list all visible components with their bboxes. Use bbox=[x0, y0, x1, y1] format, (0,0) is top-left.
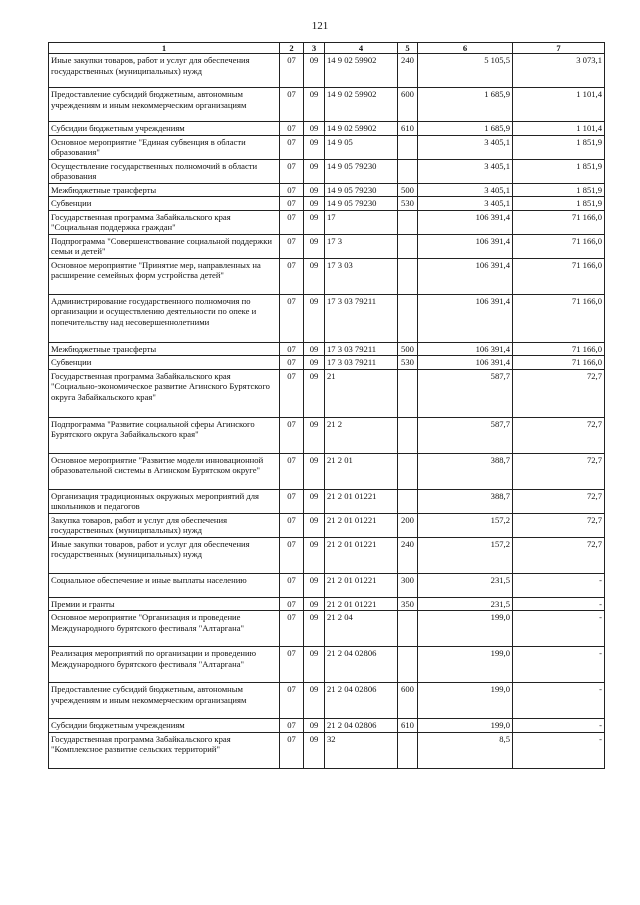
table-row bbox=[49, 489, 605, 513]
row-amount-2-cell: 71 166,0 bbox=[513, 258, 605, 294]
row-subsection-cell: 09 bbox=[304, 489, 325, 513]
row-expense-type-cell bbox=[398, 417, 418, 453]
row-expense-type-cell: 300 bbox=[398, 573, 418, 597]
row-name-cell: Государственная программа Забайкальского края "Комплексное развитие сельских территорий" bbox=[49, 732, 280, 768]
row-amount-2-cell: 1 851,9 bbox=[513, 183, 605, 196]
row-section-cell: 07 bbox=[280, 342, 304, 355]
row-amount-1-cell: 199,0 bbox=[418, 647, 513, 683]
table-row bbox=[49, 719, 605, 732]
row-section-cell: 07 bbox=[280, 489, 304, 513]
row-section-cell: 07 bbox=[280, 183, 304, 196]
header-col-7: 7 bbox=[513, 43, 605, 54]
row-name-cell: Предоставление субсидий бюджетным, автономным учреждениям и иным некоммерческим организациям bbox=[49, 88, 280, 122]
row-expense-type-cell bbox=[398, 135, 418, 159]
row-section-cell: 07 bbox=[280, 453, 304, 489]
row-name-cell: Реализация мероприятий по организации и проведению Международного бурятского фестиваля "Алтаргана" bbox=[49, 647, 280, 683]
row-target-code-cell: 17 3 03 bbox=[325, 258, 398, 294]
row-subsection-cell: 09 bbox=[304, 54, 325, 88]
row-section-cell: 07 bbox=[280, 210, 304, 234]
row-subsection-cell: 09 bbox=[304, 513, 325, 537]
row-expense-type-cell bbox=[398, 234, 418, 258]
row-amount-1-cell: 8,5 bbox=[418, 732, 513, 768]
row-section-cell: 07 bbox=[280, 356, 304, 369]
row-amount-2-cell: 1 851,9 bbox=[513, 135, 605, 159]
row-target-code-cell: 21 2 04 02806 bbox=[325, 683, 398, 719]
row-amount-2-cell: - bbox=[513, 683, 605, 719]
row-name-cell: Государственная программа Забайкальского края "Социальная поддержка граждан" bbox=[49, 210, 280, 234]
row-amount-2-cell: 72,7 bbox=[513, 489, 605, 513]
row-subsection-cell: 09 bbox=[304, 611, 325, 647]
row-amount-2-cell: - bbox=[513, 732, 605, 768]
row-subsection-cell: 09 bbox=[304, 573, 325, 597]
row-subsection-cell: 09 bbox=[304, 294, 325, 342]
table-row bbox=[49, 417, 605, 453]
row-expense-type-cell: 610 bbox=[398, 122, 418, 135]
table-row bbox=[49, 122, 605, 135]
table-row bbox=[49, 258, 605, 294]
row-subsection-cell: 09 bbox=[304, 210, 325, 234]
row-amount-2-cell: 71 166,0 bbox=[513, 356, 605, 369]
row-amount-2-cell: - bbox=[513, 719, 605, 732]
header-col-5: 5 bbox=[398, 43, 418, 54]
row-section-cell: 07 bbox=[280, 537, 304, 573]
row-section-cell: 07 bbox=[280, 197, 304, 210]
row-amount-2-cell: 1 851,9 bbox=[513, 159, 605, 183]
row-name-cell: Основное мероприятие "Развитие модели инновационной образовательной системы в Агинском Бурятском округе" bbox=[49, 453, 280, 489]
row-name-cell: Межбюджетные трансферты bbox=[49, 183, 280, 196]
table-row bbox=[49, 573, 605, 597]
table-row bbox=[49, 369, 605, 417]
row-amount-1-cell: 3 405,1 bbox=[418, 159, 513, 183]
row-amount-1-cell: 231,5 bbox=[418, 597, 513, 610]
row-name-cell: Субсидии бюджетным учреждениям bbox=[49, 122, 280, 135]
row-amount-1-cell: 3 405,1 bbox=[418, 135, 513, 159]
row-expense-type-cell: 600 bbox=[398, 683, 418, 719]
row-amount-2-cell: 72,7 bbox=[513, 453, 605, 489]
row-target-code-cell: 14 9 02 59902 bbox=[325, 54, 398, 88]
table-row bbox=[49, 88, 605, 122]
table-body bbox=[49, 54, 605, 768]
row-expense-type-cell bbox=[398, 489, 418, 513]
table-row bbox=[49, 513, 605, 537]
row-subsection-cell: 09 bbox=[304, 417, 325, 453]
row-subsection-cell: 09 bbox=[304, 732, 325, 768]
header-col-1: 1 bbox=[49, 43, 280, 54]
row-expense-type-cell bbox=[398, 294, 418, 342]
row-amount-2-cell: - bbox=[513, 647, 605, 683]
row-amount-1-cell: 1 685,9 bbox=[418, 88, 513, 122]
row-amount-2-cell: 72,7 bbox=[513, 513, 605, 537]
row-amount-1-cell: 3 405,1 bbox=[418, 183, 513, 196]
row-name-cell: Основное мероприятие "Организация и проведение Международного бурятского фестиваля "Алтаргана" bbox=[49, 611, 280, 647]
row-subsection-cell: 09 bbox=[304, 342, 325, 355]
row-target-code-cell: 21 2 04 02806 bbox=[325, 719, 398, 732]
row-amount-1-cell: 199,0 bbox=[418, 683, 513, 719]
row-amount-1-cell: 3 405,1 bbox=[418, 197, 513, 210]
row-amount-2-cell: 1 101,4 bbox=[513, 122, 605, 135]
row-name-cell: Осуществление государственных полномочий в области образования bbox=[49, 159, 280, 183]
row-section-cell: 07 bbox=[280, 719, 304, 732]
row-target-code-cell: 17 3 bbox=[325, 234, 398, 258]
row-target-code-cell: 14 9 05 bbox=[325, 135, 398, 159]
header-col-2: 2 bbox=[280, 43, 304, 54]
row-name-cell: Премии и гранты bbox=[49, 597, 280, 610]
row-target-code-cell: 21 2 01 01221 bbox=[325, 513, 398, 537]
row-target-code-cell: 17 3 03 79211 bbox=[325, 356, 398, 369]
row-section-cell: 07 bbox=[280, 732, 304, 768]
row-name-cell: Администрирование государственного полномочия по организации и осуществлению деятельности по опеке и попечительству над несовершеннолетними bbox=[49, 294, 280, 342]
row-amount-2-cell: 72,7 bbox=[513, 537, 605, 573]
row-amount-1-cell: 1 685,9 bbox=[418, 122, 513, 135]
row-expense-type-cell: 610 bbox=[398, 719, 418, 732]
row-section-cell: 07 bbox=[280, 294, 304, 342]
row-name-cell: Организация традиционных окружных мероприятий для школьников и педагогов bbox=[49, 489, 280, 513]
row-name-cell: Государственная программа Забайкальского края "Социально-экономическое развитие Агинского Бурятского округа Забайкальского края" bbox=[49, 369, 280, 417]
row-section-cell: 07 bbox=[280, 611, 304, 647]
row-amount-2-cell: 72,7 bbox=[513, 417, 605, 453]
row-amount-2-cell: 1 851,9 bbox=[513, 197, 605, 210]
row-amount-2-cell: 72,7 bbox=[513, 369, 605, 417]
row-expense-type-cell bbox=[398, 611, 418, 647]
row-expense-type-cell bbox=[398, 732, 418, 768]
table-row bbox=[49, 197, 605, 210]
row-section-cell: 07 bbox=[280, 88, 304, 122]
table-header-row bbox=[49, 43, 605, 54]
row-subsection-cell: 09 bbox=[304, 683, 325, 719]
row-expense-type-cell bbox=[398, 453, 418, 489]
row-amount-1-cell: 106 391,4 bbox=[418, 210, 513, 234]
row-amount-1-cell: 199,0 bbox=[418, 719, 513, 732]
row-expense-type-cell bbox=[398, 647, 418, 683]
row-section-cell: 07 bbox=[280, 573, 304, 597]
row-name-cell: Закупка товаров, работ и услуг для обеспечения государственных (муниципальных) нужд bbox=[49, 513, 280, 537]
header-col-4: 4 bbox=[325, 43, 398, 54]
row-target-code-cell: 21 bbox=[325, 369, 398, 417]
row-subsection-cell: 09 bbox=[304, 258, 325, 294]
row-target-code-cell: 14 9 02 59902 bbox=[325, 122, 398, 135]
row-subsection-cell: 09 bbox=[304, 453, 325, 489]
row-section-cell: 07 bbox=[280, 513, 304, 537]
header-col-6: 6 bbox=[418, 43, 513, 54]
row-expense-type-cell bbox=[398, 210, 418, 234]
row-amount-2-cell: 1 101,4 bbox=[513, 88, 605, 122]
row-name-cell: Межбюджетные трансферты bbox=[49, 342, 280, 355]
row-section-cell: 07 bbox=[280, 647, 304, 683]
row-subsection-cell: 09 bbox=[304, 159, 325, 183]
row-amount-2-cell: 71 166,0 bbox=[513, 294, 605, 342]
row-amount-2-cell: 71 166,0 bbox=[513, 234, 605, 258]
row-target-code-cell: 21 2 01 01221 bbox=[325, 573, 398, 597]
row-amount-2-cell: 3 073,1 bbox=[513, 54, 605, 88]
row-expense-type-cell: 240 bbox=[398, 54, 418, 88]
row-subsection-cell: 09 bbox=[304, 369, 325, 417]
row-amount-1-cell: 5 105,5 bbox=[418, 54, 513, 88]
row-amount-1-cell: 106 391,4 bbox=[418, 342, 513, 355]
row-expense-type-cell: 240 bbox=[398, 537, 418, 573]
row-name-cell: Иные закупки товаров, работ и услуг для обеспечения государственных (муниципальных) нужд bbox=[49, 54, 280, 88]
row-section-cell: 07 bbox=[280, 135, 304, 159]
budget-table bbox=[48, 42, 605, 769]
row-name-cell: Субсидии бюджетным учреждениям bbox=[49, 719, 280, 732]
row-target-code-cell: 14 9 05 79230 bbox=[325, 159, 398, 183]
row-name-cell: Подпрограмма "Совершенствование социальной поддержки семьи и детей" bbox=[49, 234, 280, 258]
table-row bbox=[49, 647, 605, 683]
table-row bbox=[49, 597, 605, 610]
row-section-cell: 07 bbox=[280, 417, 304, 453]
row-subsection-cell: 09 bbox=[304, 597, 325, 610]
table-row bbox=[49, 183, 605, 196]
row-name-cell: Социальное обеспечение и иные выплаты населению bbox=[49, 573, 280, 597]
row-target-code-cell: 21 2 01 01221 bbox=[325, 537, 398, 573]
row-subsection-cell: 09 bbox=[304, 234, 325, 258]
table-row bbox=[49, 537, 605, 573]
row-section-cell: 07 bbox=[280, 258, 304, 294]
row-amount-1-cell: 106 391,4 bbox=[418, 294, 513, 342]
row-subsection-cell: 09 bbox=[304, 122, 325, 135]
row-subsection-cell: 09 bbox=[304, 197, 325, 210]
table-row bbox=[49, 683, 605, 719]
row-expense-type-cell bbox=[398, 159, 418, 183]
row-expense-type-cell bbox=[398, 369, 418, 417]
row-amount-1-cell: 157,2 bbox=[418, 537, 513, 573]
row-amount-1-cell: 106 391,4 bbox=[418, 234, 513, 258]
row-target-code-cell: 14 9 05 79230 bbox=[325, 183, 398, 196]
row-amount-2-cell: 71 166,0 bbox=[513, 342, 605, 355]
row-expense-type-cell: 200 bbox=[398, 513, 418, 537]
row-target-code-cell: 21 2 04 02806 bbox=[325, 647, 398, 683]
row-name-cell: Иные закупки товаров, работ и услуг для обеспечения государственных (муниципальных) нужд bbox=[49, 537, 280, 573]
row-name-cell: Субвенции bbox=[49, 356, 280, 369]
row-section-cell: 07 bbox=[280, 597, 304, 610]
row-expense-type-cell: 350 bbox=[398, 597, 418, 610]
table-row bbox=[49, 135, 605, 159]
row-section-cell: 07 bbox=[280, 159, 304, 183]
row-target-code-cell: 21 2 bbox=[325, 417, 398, 453]
table-row bbox=[49, 356, 605, 369]
row-expense-type-cell: 600 bbox=[398, 88, 418, 122]
row-amount-1-cell: 231,5 bbox=[418, 573, 513, 597]
row-expense-type-cell: 530 bbox=[398, 197, 418, 210]
row-subsection-cell: 09 bbox=[304, 647, 325, 683]
row-target-code-cell: 17 bbox=[325, 210, 398, 234]
table-row bbox=[49, 294, 605, 342]
row-subsection-cell: 09 bbox=[304, 719, 325, 732]
row-target-code-cell: 14 9 05 79230 bbox=[325, 197, 398, 210]
row-section-cell: 07 bbox=[280, 683, 304, 719]
row-target-code-cell: 21 2 01 01221 bbox=[325, 489, 398, 513]
row-name-cell: Подпрограмма "Развитие социальной сферы Агинского Бурятского округа Забайкальского края" bbox=[49, 417, 280, 453]
table-row bbox=[49, 732, 605, 768]
row-section-cell: 07 bbox=[280, 369, 304, 417]
table-row bbox=[49, 611, 605, 647]
row-amount-1-cell: 106 391,4 bbox=[418, 356, 513, 369]
table-row bbox=[49, 54, 605, 88]
header-col-3: 3 bbox=[304, 43, 325, 54]
row-expense-type-cell: 500 bbox=[398, 342, 418, 355]
row-amount-2-cell: - bbox=[513, 573, 605, 597]
row-amount-2-cell: 71 166,0 bbox=[513, 210, 605, 234]
row-amount-2-cell: - bbox=[513, 611, 605, 647]
row-subsection-cell: 09 bbox=[304, 88, 325, 122]
row-section-cell: 07 bbox=[280, 234, 304, 258]
page-number: 121 bbox=[311, 20, 329, 32]
row-amount-1-cell: 106 391,4 bbox=[418, 258, 513, 294]
row-amount-1-cell: 199,0 bbox=[418, 611, 513, 647]
row-subsection-cell: 09 bbox=[304, 135, 325, 159]
row-amount-2-cell: - bbox=[513, 597, 605, 610]
row-subsection-cell: 09 bbox=[304, 356, 325, 369]
row-name-cell: Основное мероприятие "Единая субвенция в области образования" bbox=[49, 135, 280, 159]
row-target-code-cell: 21 2 01 01221 bbox=[325, 597, 398, 610]
row-section-cell: 07 bbox=[280, 54, 304, 88]
row-target-code-cell: 21 2 04 bbox=[325, 611, 398, 647]
row-amount-1-cell: 388,7 bbox=[418, 489, 513, 513]
row-name-cell: Предоставление субсидий бюджетным, автономным учреждениям и иным некоммерческим организациям bbox=[49, 683, 280, 719]
row-target-code-cell: 17 3 03 79211 bbox=[325, 342, 398, 355]
row-target-code-cell: 32 bbox=[325, 732, 398, 768]
row-amount-1-cell: 157,2 bbox=[418, 513, 513, 537]
row-amount-1-cell: 587,7 bbox=[418, 369, 513, 417]
row-target-code-cell: 17 3 03 79211 bbox=[325, 294, 398, 342]
row-expense-type-cell: 500 bbox=[398, 183, 418, 196]
row-expense-type-cell bbox=[398, 258, 418, 294]
row-name-cell: Субвенции bbox=[49, 197, 280, 210]
table-row bbox=[49, 234, 605, 258]
table-row bbox=[49, 453, 605, 489]
table-row bbox=[49, 342, 605, 355]
table-row bbox=[49, 159, 605, 183]
row-amount-1-cell: 388,7 bbox=[418, 453, 513, 489]
row-target-code-cell: 21 2 01 bbox=[325, 453, 398, 489]
row-target-code-cell: 14 9 02 59902 bbox=[325, 88, 398, 122]
row-expense-type-cell: 530 bbox=[398, 356, 418, 369]
row-subsection-cell: 09 bbox=[304, 537, 325, 573]
table-row bbox=[49, 210, 605, 234]
row-name-cell: Основное мероприятие "Принятие мер, направленных на расширение семейных форм устройства детей" bbox=[49, 258, 280, 294]
row-subsection-cell: 09 bbox=[304, 183, 325, 196]
row-amount-1-cell: 587,7 bbox=[418, 417, 513, 453]
row-section-cell: 07 bbox=[280, 122, 304, 135]
